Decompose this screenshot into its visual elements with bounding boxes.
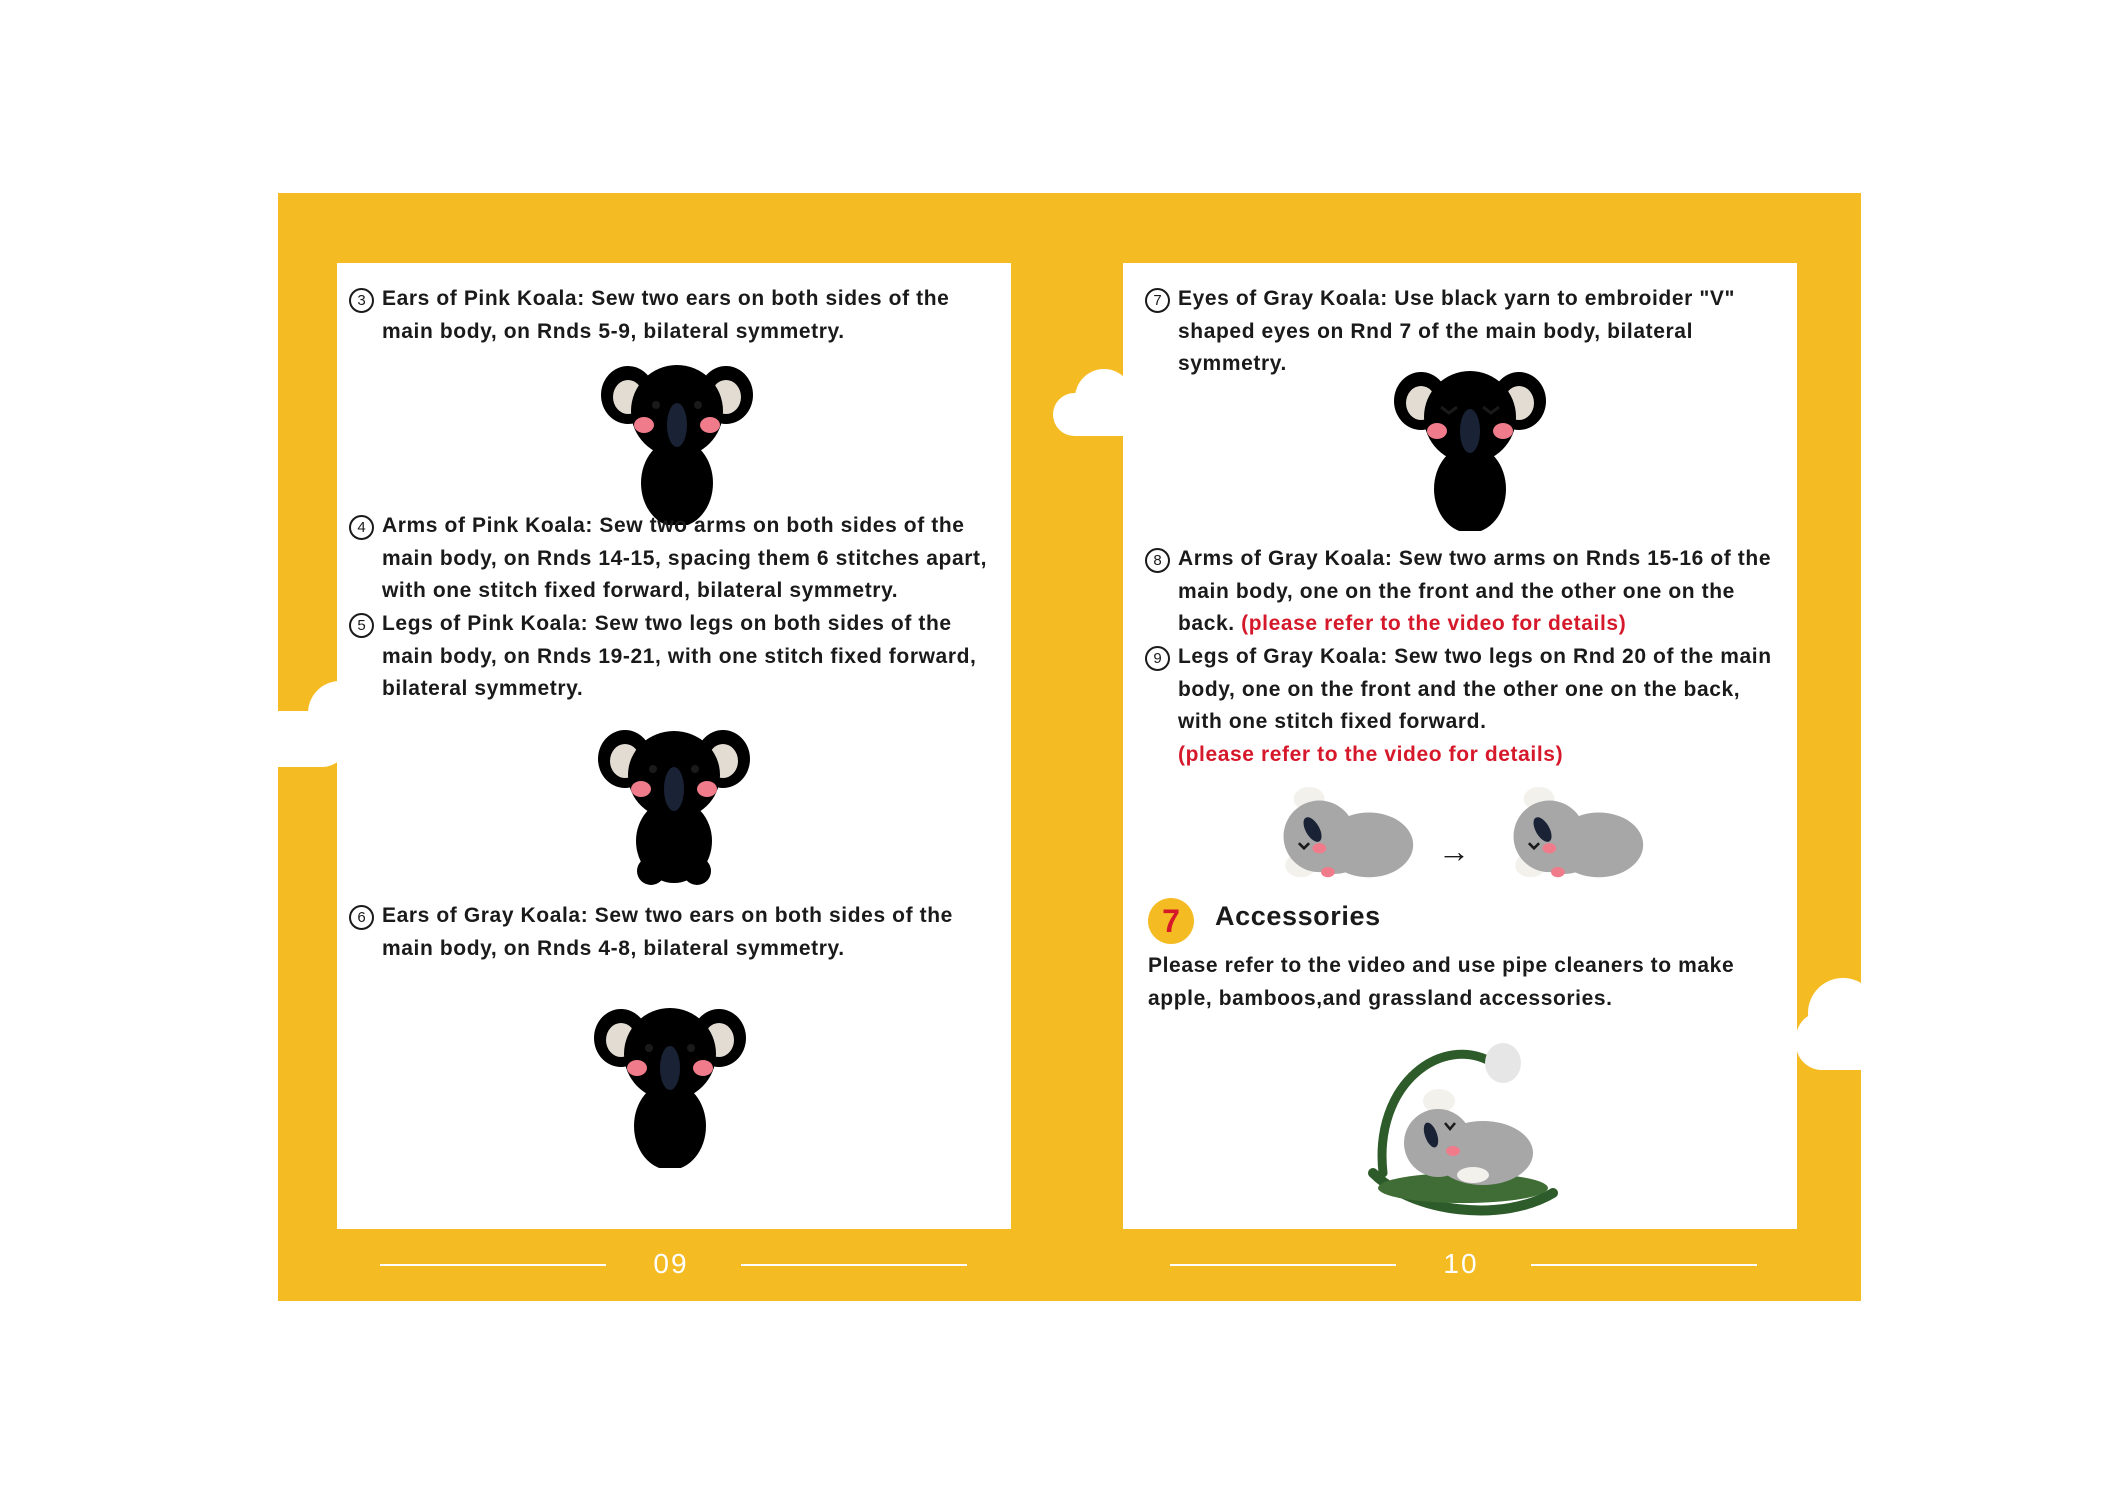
arrow-icon: → bbox=[1438, 833, 1470, 869]
right-page bbox=[1123, 263, 1797, 1229]
gray-koala-lying-image bbox=[1505, 778, 1650, 893]
step-text: Ears of Pink Koala: Sew two ears on both sides of the main body, on Rnds 5-9, bilateral symmetry. bbox=[382, 287, 950, 343]
step-number: 7 bbox=[1145, 288, 1170, 313]
video-note: (please refer to the video for details) bbox=[1241, 612, 1627, 635]
booklet-spread bbox=[278, 193, 1861, 1301]
footer-line bbox=[380, 1264, 606, 1266]
koala-accessory-swing-image bbox=[1353, 1023, 1573, 1223]
step-8 bbox=[1145, 543, 1790, 641]
step-text: Arms of Gray Koala: Sew two arms on Rnds 15-16 of the main body, one on the front and the other one on the back. bbox=[1178, 547, 1772, 635]
gray-koala-v-eyes-image bbox=[1385, 361, 1555, 531]
page-number: 09 bbox=[653, 1248, 689, 1279]
step-text: Ears of Gray Koala: Sew two ears on both sides of the main body, on Rnds 4-8, bilateral symmetry. bbox=[382, 904, 953, 960]
step-number: 6 bbox=[349, 905, 374, 930]
step-number: 9 bbox=[1145, 646, 1170, 671]
step-number: 5 bbox=[349, 613, 374, 638]
section-description: Please refer to the video and use pipe cleaners to make apple, bamboos,and grassland accessories. bbox=[1148, 954, 1735, 1010]
step-text: Arms of Pink Koala: Sew two arms on both sides of the main body, on Rnds 14-15, spacing them 6 stitches apart, with one stitch fixed forward, bilateral symmetry. bbox=[382, 514, 988, 602]
page-number: 10 bbox=[1443, 1248, 1479, 1279]
footer-line bbox=[741, 1264, 967, 1266]
step-text: Eyes of Gray Koala: Use black yarn to embroider "V" shaped eyes on Rnd 7 of the main body, bilateral symmetry. bbox=[1178, 287, 1736, 375]
left-page bbox=[337, 263, 1011, 1229]
pink-koala-with-arms-legs-image bbox=[589, 721, 759, 891]
step-4 bbox=[349, 510, 1009, 608]
step-3 bbox=[349, 283, 999, 348]
video-note: (please refer to the video for details) bbox=[1178, 742, 1564, 766]
step-number: 3 bbox=[349, 288, 374, 313]
step-5 bbox=[349, 608, 999, 706]
pink-koala-with-ears-image bbox=[592, 355, 762, 525]
step-9 bbox=[1145, 641, 1790, 771]
step-6 bbox=[349, 900, 999, 965]
step-text: Legs of Gray Koala: Sew two legs on Rnd 20 of the main body, one on the front and the other one on the back, with one stitch fixed forward. bbox=[1178, 645, 1772, 733]
section-title: Accessories bbox=[1215, 901, 1381, 931]
section-number-badge: 7 bbox=[1148, 898, 1194, 944]
gray-koala-with-ears-image bbox=[585, 998, 755, 1168]
cloud-decoration bbox=[1796, 1012, 1866, 1070]
step-text: Legs of Pink Koala: Sew two legs on both sides of the main body, on Rnds 19-21, with one stitch fixed forward, bilateral symmetry. bbox=[382, 612, 977, 700]
footer-line bbox=[1531, 1264, 1757, 1266]
step-number: 8 bbox=[1145, 548, 1170, 573]
step-number: 4 bbox=[349, 515, 374, 540]
gray-koala-lying-image bbox=[1275, 778, 1420, 893]
footer-line bbox=[1170, 1264, 1396, 1266]
